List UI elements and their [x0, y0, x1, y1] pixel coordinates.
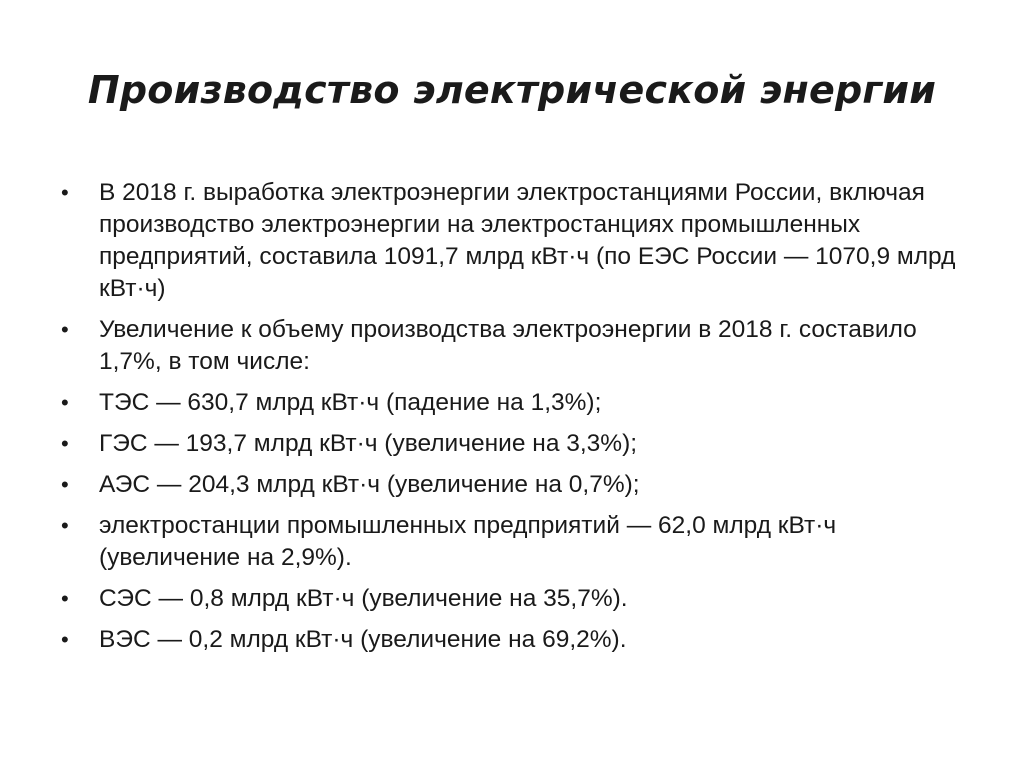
- bullet-icon: •: [61, 180, 69, 205]
- bullet-icon: •: [61, 627, 69, 652]
- bullet-list: [58, 177, 958, 665]
- bullet-icon: •: [61, 472, 69, 497]
- list-item-text: Увеличение к объему производства электроэнергии в 2018 г. составило 1,7%, в том числе:: [99, 316, 917, 375]
- list-item: [58, 428, 958, 460]
- list-item: [58, 469, 958, 501]
- list-item: [58, 177, 958, 305]
- list-item: [58, 387, 958, 419]
- list-item: [58, 583, 958, 615]
- list-item-text: АЭС — 204,3 млрд кВт·ч (увеличение на 0,7%);: [99, 471, 640, 498]
- list-item-text: электростанции промышленных предприятий — 62,0 млрд кВт·ч (увеличение на 2,9%).: [99, 512, 837, 571]
- bullet-icon: •: [61, 431, 69, 456]
- slide-title: Производство электрической энергии: [87, 68, 937, 112]
- bullet-icon: •: [61, 317, 69, 342]
- list-item-text: СЭС — 0,8 млрд кВт·ч (увеличение на 35,7%).: [99, 585, 628, 612]
- bullet-icon: •: [61, 390, 69, 415]
- list-item-text: В 2018 г. выработка электроэнергии электростанциями России, включая производство электроэнергии на электростанциях промышленных предприятий, составила 1091,7 млрд кВт·ч (по ЕЭС России — 1070,9 млрд кВт·ч): [99, 179, 956, 302]
- list-item: [58, 624, 958, 656]
- list-item-text: ВЭС — 0,2 млрд кВт·ч (увеличение на 69,2%).: [99, 626, 627, 653]
- list-item-text: ТЭС — 630,7 млрд кВт·ч (падение на 1,3%);: [99, 389, 602, 416]
- bullet-icon: •: [61, 513, 69, 538]
- list-item-text: ГЭС — 193,7 млрд кВт·ч (увеличение на 3,3%);: [99, 430, 638, 457]
- bullet-icon: •: [61, 586, 69, 611]
- list-item: [58, 510, 958, 574]
- list-item: [58, 314, 958, 378]
